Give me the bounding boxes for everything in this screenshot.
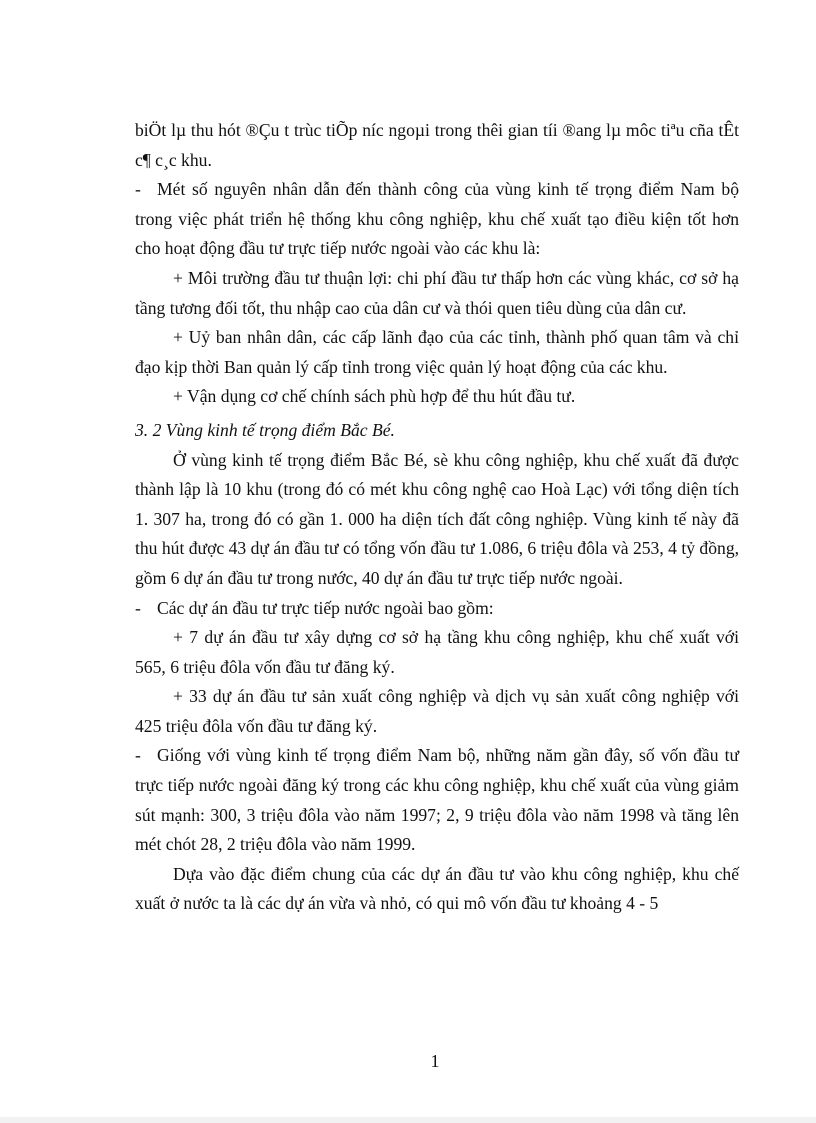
plus-paragraph-4: + 7 dự án đầu tư xây dựng cơ sở hạ tầng khu công nghiệp, khu chế xuất với 565, 6 triệu đôla vốn đầu tư đăng ký.	[135, 627, 739, 677]
body-paragraph-1: Ở vùng kinh tế trọng điểm Bắc Bé, sè khu công nghiệp, khu chế xuất đã được thành lập là 10 khu (trong đó có mét khu công nghệ cao Hoà Lạc) với tổng diện tích 1. 307 ha, trong đó có gần 1. 000 ha diện tích đất công nghiệp. Vùng kinh tế này đã thu hút được 43 dự án đầu tư có tổng vốn đầu tư 1.086, 6 triệu đôla và 253, 4 tỷ đồng, gồm 6 dự án đầu tư trong nước, 40 dự án đầu tư trực tiếp nước ngoài.	[135, 449, 740, 588]
body-paragraph-2: Dựa vào đặc điểm chung của các dự án đầu tư vào khu công nghiệp, khu chế xuất ở nước ta là các dự án vừa và nhỏ, có qui mô vốn đầu tư khoảng 4 - 5	[135, 863, 739, 914]
dash-marker: -	[135, 179, 141, 200]
body-text	[135, 116, 739, 919]
dash-paragraph-2	[135, 594, 739, 624]
plus-paragraph-2: + Uỷ ban nhân dân, các cấp lãnh đạo của các tỉnh, thành phố quan tâm và chỉ đạo kịp thời Ban quản lý cấp tỉnh trong việc quản lý hoạt động của các khu.	[135, 327, 739, 377]
dash-text-2: Các dự án đầu tư trực tiếp nước ngoài bao gồm:	[157, 597, 494, 618]
dash-paragraph-3	[135, 741, 739, 859]
intro-paragraph: biÖt lµ thu hót ®Çu t trùc tiÕp níc ngoµi trong thêi gian tíi ®ang lµ môc tiªu cña tÊt c¶ c¸c khu.	[135, 120, 739, 170]
dash-paragraph-1	[135, 175, 739, 264]
page-bottom-edge	[0, 1117, 816, 1123]
dash-text-3: Giống với vùng kinh tế trọng điểm Nam bộ, những năm gần đây, số vốn đầu tư trực tiếp nước ngoài đăng ký trong các khu công nghiệp, khu chế xuất của vùng giảm sút mạnh: 300, 3 triệu đôla vào năm 1997; 2, 9 triệu đôla vào năm 1998 và tăng lên mét chót 28, 2 triệu đôla vào năm 1999.	[135, 745, 739, 855]
plus-paragraph-3: + Vận dụng cơ chế chính sách phù hợp để thu hút đầu tư.	[173, 386, 576, 407]
plus-paragraph-1: + Môi trường đầu tư thuận lợi: chi phí đầu tư thấp hơn các vùng khác, cơ sở hạ tầng tương đối tốt, thu nhập cao của dân cư và thói quen tiêu dùng của dân cư.	[135, 267, 739, 318]
dash-marker: -	[135, 745, 141, 766]
dash-text-1: Mét số nguyên nhân dẫn đến thành công của vùng kinh tế trọng điểm Nam bộ trong việc phát triển hệ thống khu công nghiệp, khu chế xuất tạo điều kiện tốt hơn cho hoạt động đầu tư trực tiếp nước ngoài vào các khu là:	[135, 179, 739, 259]
dash-marker: -	[135, 597, 141, 618]
page-number: 1	[430, 1051, 440, 1071]
section-heading: 3. 2 Vùng kinh tế trọng điểm Bắc Bé.	[135, 419, 395, 440]
plus-paragraph-5: + 33 dự án đầu tư sản xuất công nghiệp và dịch vụ sản xuất công nghiệp với 425 triệu đôla vốn đầu tư đăng ký.	[135, 686, 739, 736]
